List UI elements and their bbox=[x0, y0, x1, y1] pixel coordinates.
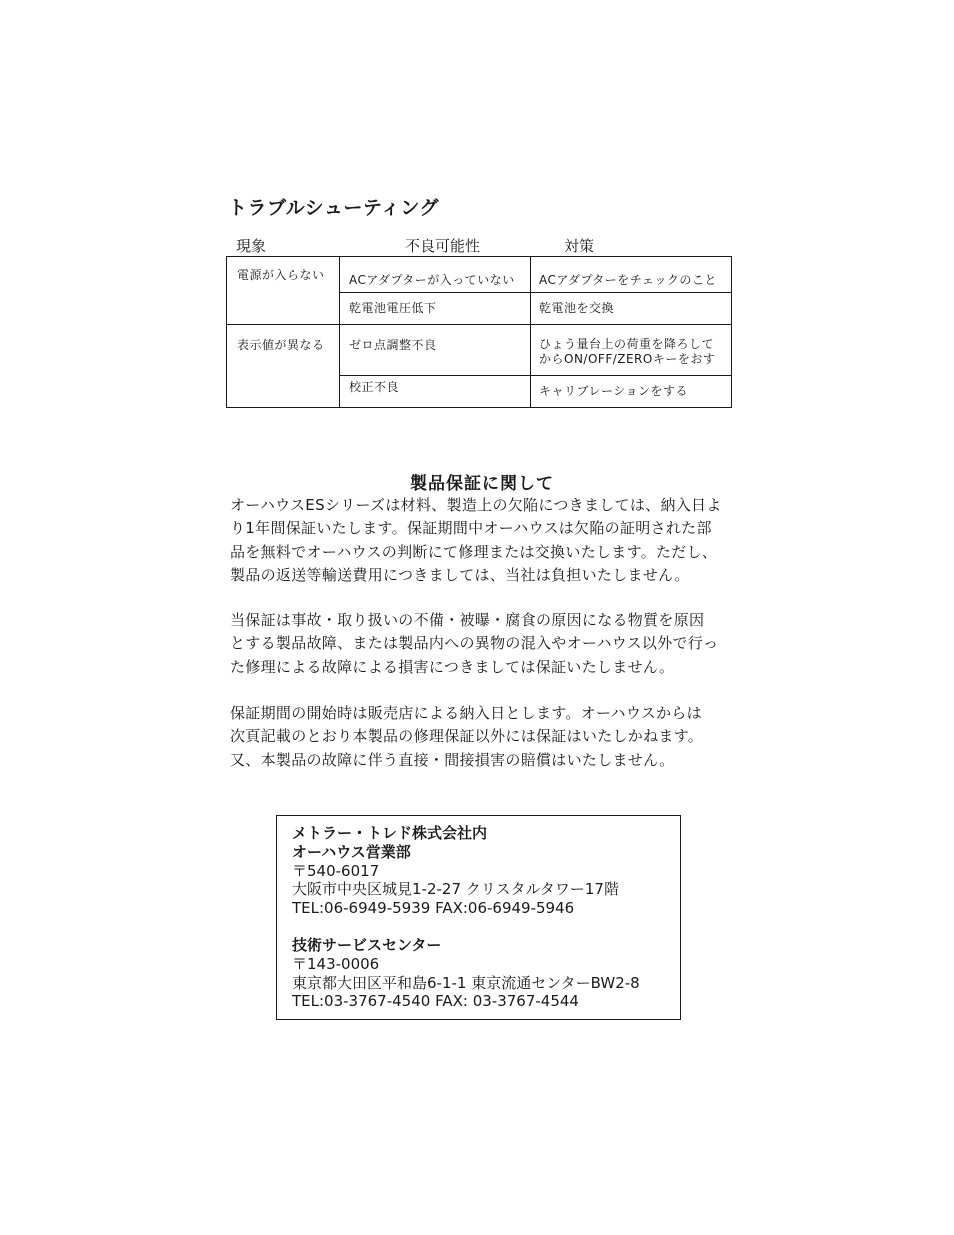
troubleshooting-table bbox=[226, 256, 732, 408]
column-header-remedy: 対策 bbox=[564, 237, 595, 255]
paragraph-line: り1年間保証いたします。保証期間中オーハウスは欠陥の証明された部 bbox=[230, 519, 712, 538]
paragraph-line: とする製品故障、または製品内への異物の混入やオーハウス以外で行っ bbox=[230, 634, 719, 653]
table-row-divider bbox=[227, 324, 731, 325]
address: 大阪市中央区城見1-2-27 クリスタルタワー17階 bbox=[292, 880, 619, 898]
column-header-symptom: 現象 bbox=[236, 237, 267, 255]
paragraph-line: 当保証は事故・取り扱いの不備・被曝・腐食の原因になる物質を原因 bbox=[230, 611, 705, 629]
table-divider bbox=[530, 257, 531, 407]
remedy-cell: キャリブレーションをする bbox=[539, 384, 689, 398]
symptom-cell: 電源が入らない bbox=[237, 268, 325, 282]
tech-center-name: 技術サービスセンター bbox=[292, 936, 442, 954]
phone-fax: TEL:06-6949-5939 FAX:06-6949-5946 bbox=[292, 899, 575, 917]
postal-code: 〒143-0006 bbox=[292, 955, 380, 973]
table-row-divider bbox=[339, 292, 731, 293]
paragraph-line: 製品の返送等輸送費用につきましては、当社は負担いたしません。 bbox=[230, 565, 690, 584]
remedy-cell: 乾電池を交換 bbox=[539, 301, 615, 315]
table-row-divider bbox=[339, 375, 731, 376]
table-divider bbox=[339, 257, 340, 407]
warranty-paragraph bbox=[230, 609, 742, 679]
phone-fax: TEL:03-3767-4540 FAX: 03-3767-4544 bbox=[292, 992, 579, 1010]
remedy-cell: からON/OFF/ZEROキーをおす bbox=[539, 352, 716, 366]
postal-code: 〒540-6017 bbox=[292, 862, 380, 880]
cause-cell: ゼロ点調整不良 bbox=[349, 338, 437, 352]
cause-cell: 乾電池電圧低下 bbox=[349, 301, 437, 315]
company-name: メトラー・トレド株式会社内 bbox=[292, 824, 488, 842]
paragraph-line: オーハウスESシリーズは材料、製造上の欠陥につきましては、納入日よ bbox=[230, 496, 722, 514]
address: 東京都大田区平和島6-1-1 東京流通センターBW2-8 bbox=[292, 974, 640, 992]
remedy-cell: ACアダプターをチェックのこと bbox=[539, 273, 717, 287]
cause-cell: 校正不良 bbox=[349, 380, 400, 394]
warranty-paragraph bbox=[230, 702, 742, 772]
paragraph-line: 保証期間の開始時は販売店による納入日とします。オーハウスからは bbox=[230, 704, 702, 722]
paragraph-line: 又、本製品の故障に伴う直接・間接損害の賠償はいたしません。 bbox=[230, 750, 675, 769]
cause-cell: ACアダプターが入っていない bbox=[349, 273, 515, 287]
symptom-cell: 表示値が異なる bbox=[237, 338, 325, 352]
paragraph-line: 品を無料でオーハウスの判断にて修理または交換いたします。ただし、 bbox=[230, 542, 718, 561]
remedy-cell: ひょう量台上の荷重を降ろして bbox=[539, 337, 715, 351]
warranty-paragraph bbox=[230, 494, 742, 587]
division-name: オーハウス営業部 bbox=[292, 843, 411, 861]
paragraph-line: 次頁記載のとおり本製品の修理保証以外には保証はいたしかねます。 bbox=[230, 727, 704, 746]
contact-box bbox=[276, 815, 681, 1020]
column-header-cause: 不良可能性 bbox=[405, 237, 481, 255]
warranty-title: 製品保証に関して bbox=[410, 474, 554, 494]
troubleshooting-title: トラブルシューティング bbox=[228, 197, 439, 219]
paragraph-line: た修理による故障による損害につきましては保証いたしません。 bbox=[230, 657, 675, 676]
